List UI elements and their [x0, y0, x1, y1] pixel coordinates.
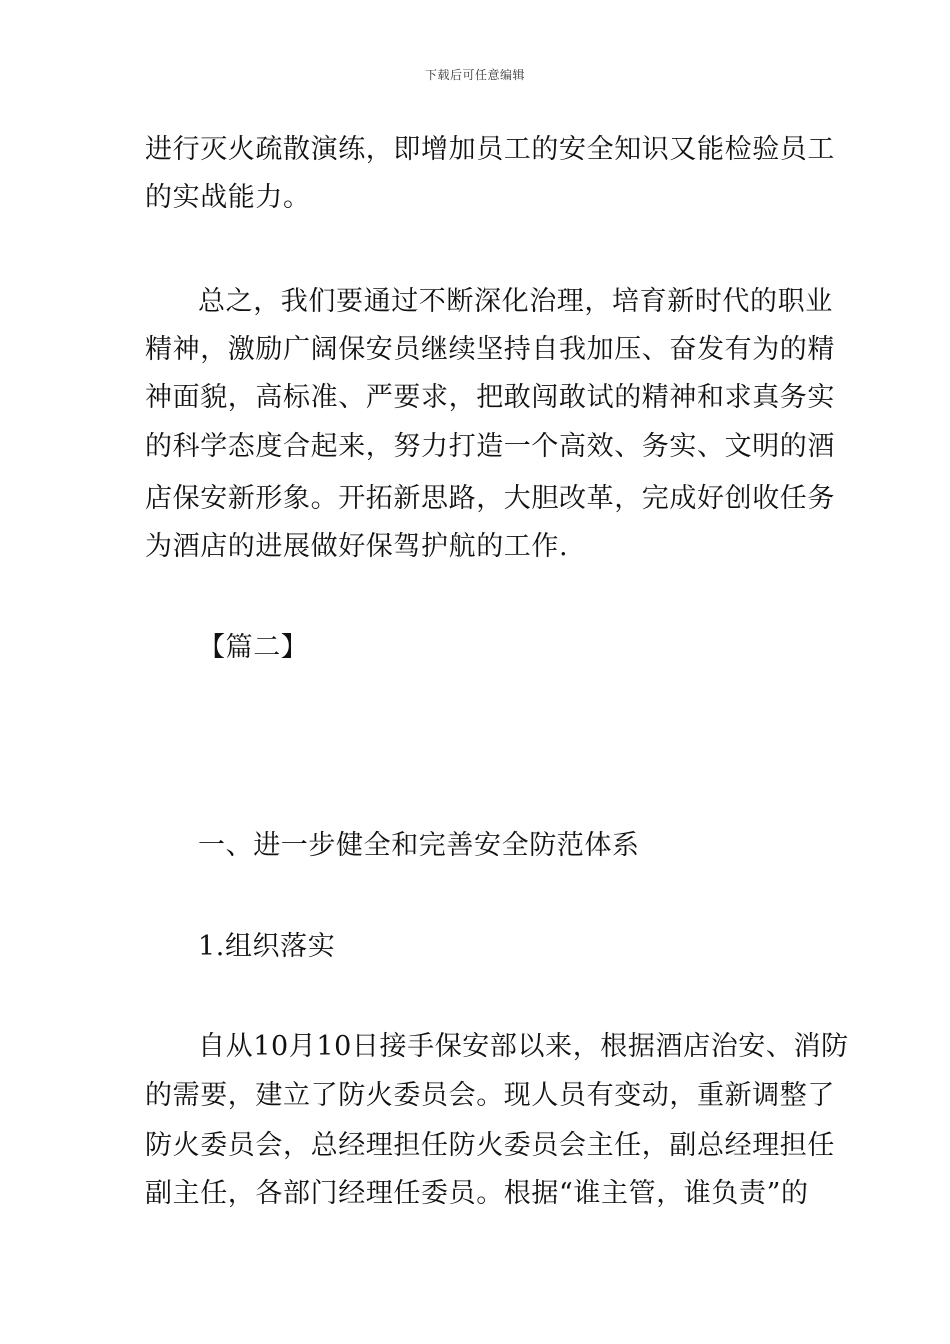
paragraph-line: 精神，激励广阔保安员继续坚持自我加压、奋发有为的精 [145, 334, 835, 365]
paragraph-line: 为酒店的进展做好保驾护航的工作. [145, 531, 569, 562]
page-header-note: 下载后可任意编辑 [424, 68, 525, 82]
item-heading: 1.组织落实 [198, 931, 336, 962]
paragraph-line: 总之，我们要通过不断深化治理，培育新时代的职业 [198, 286, 833, 317]
paragraph-line: 的需要，建立了防火委员会。现人员有变动，重新调整了 [145, 1080, 835, 1111]
paragraph-line: 的实战能力。 [145, 182, 311, 213]
paragraph-line: 防火委员会，总经理担任防火委员会主任，副总经理担任 [145, 1130, 835, 1161]
section-heading: 【篇二】 [198, 632, 309, 663]
paragraph-line: 进行灭火疏散演练，即增加员工的安全知识又能检验员工 [145, 134, 835, 165]
subsection-heading: 一、进一步健全和完善安全防范体系 [198, 830, 640, 861]
paragraph-line: 自从10月10日接手保安部以来，根据酒店治安、消防 [198, 1031, 849, 1062]
paragraph-line: 的科学态度合起来，努力打造一个高效、务实、文明的酒 [145, 431, 835, 462]
paragraph-line: 神面貌，高标准、严要求，把敢闯敢试的精神和求真务实 [145, 382, 835, 413]
paragraph-line: 店保安新形象。开拓新思路，大胆改革，完成好创收任务 [145, 483, 835, 514]
paragraph-line: 副主任，各部门经理任委员。根据“谁主管，谁负责”的 [145, 1178, 809, 1209]
